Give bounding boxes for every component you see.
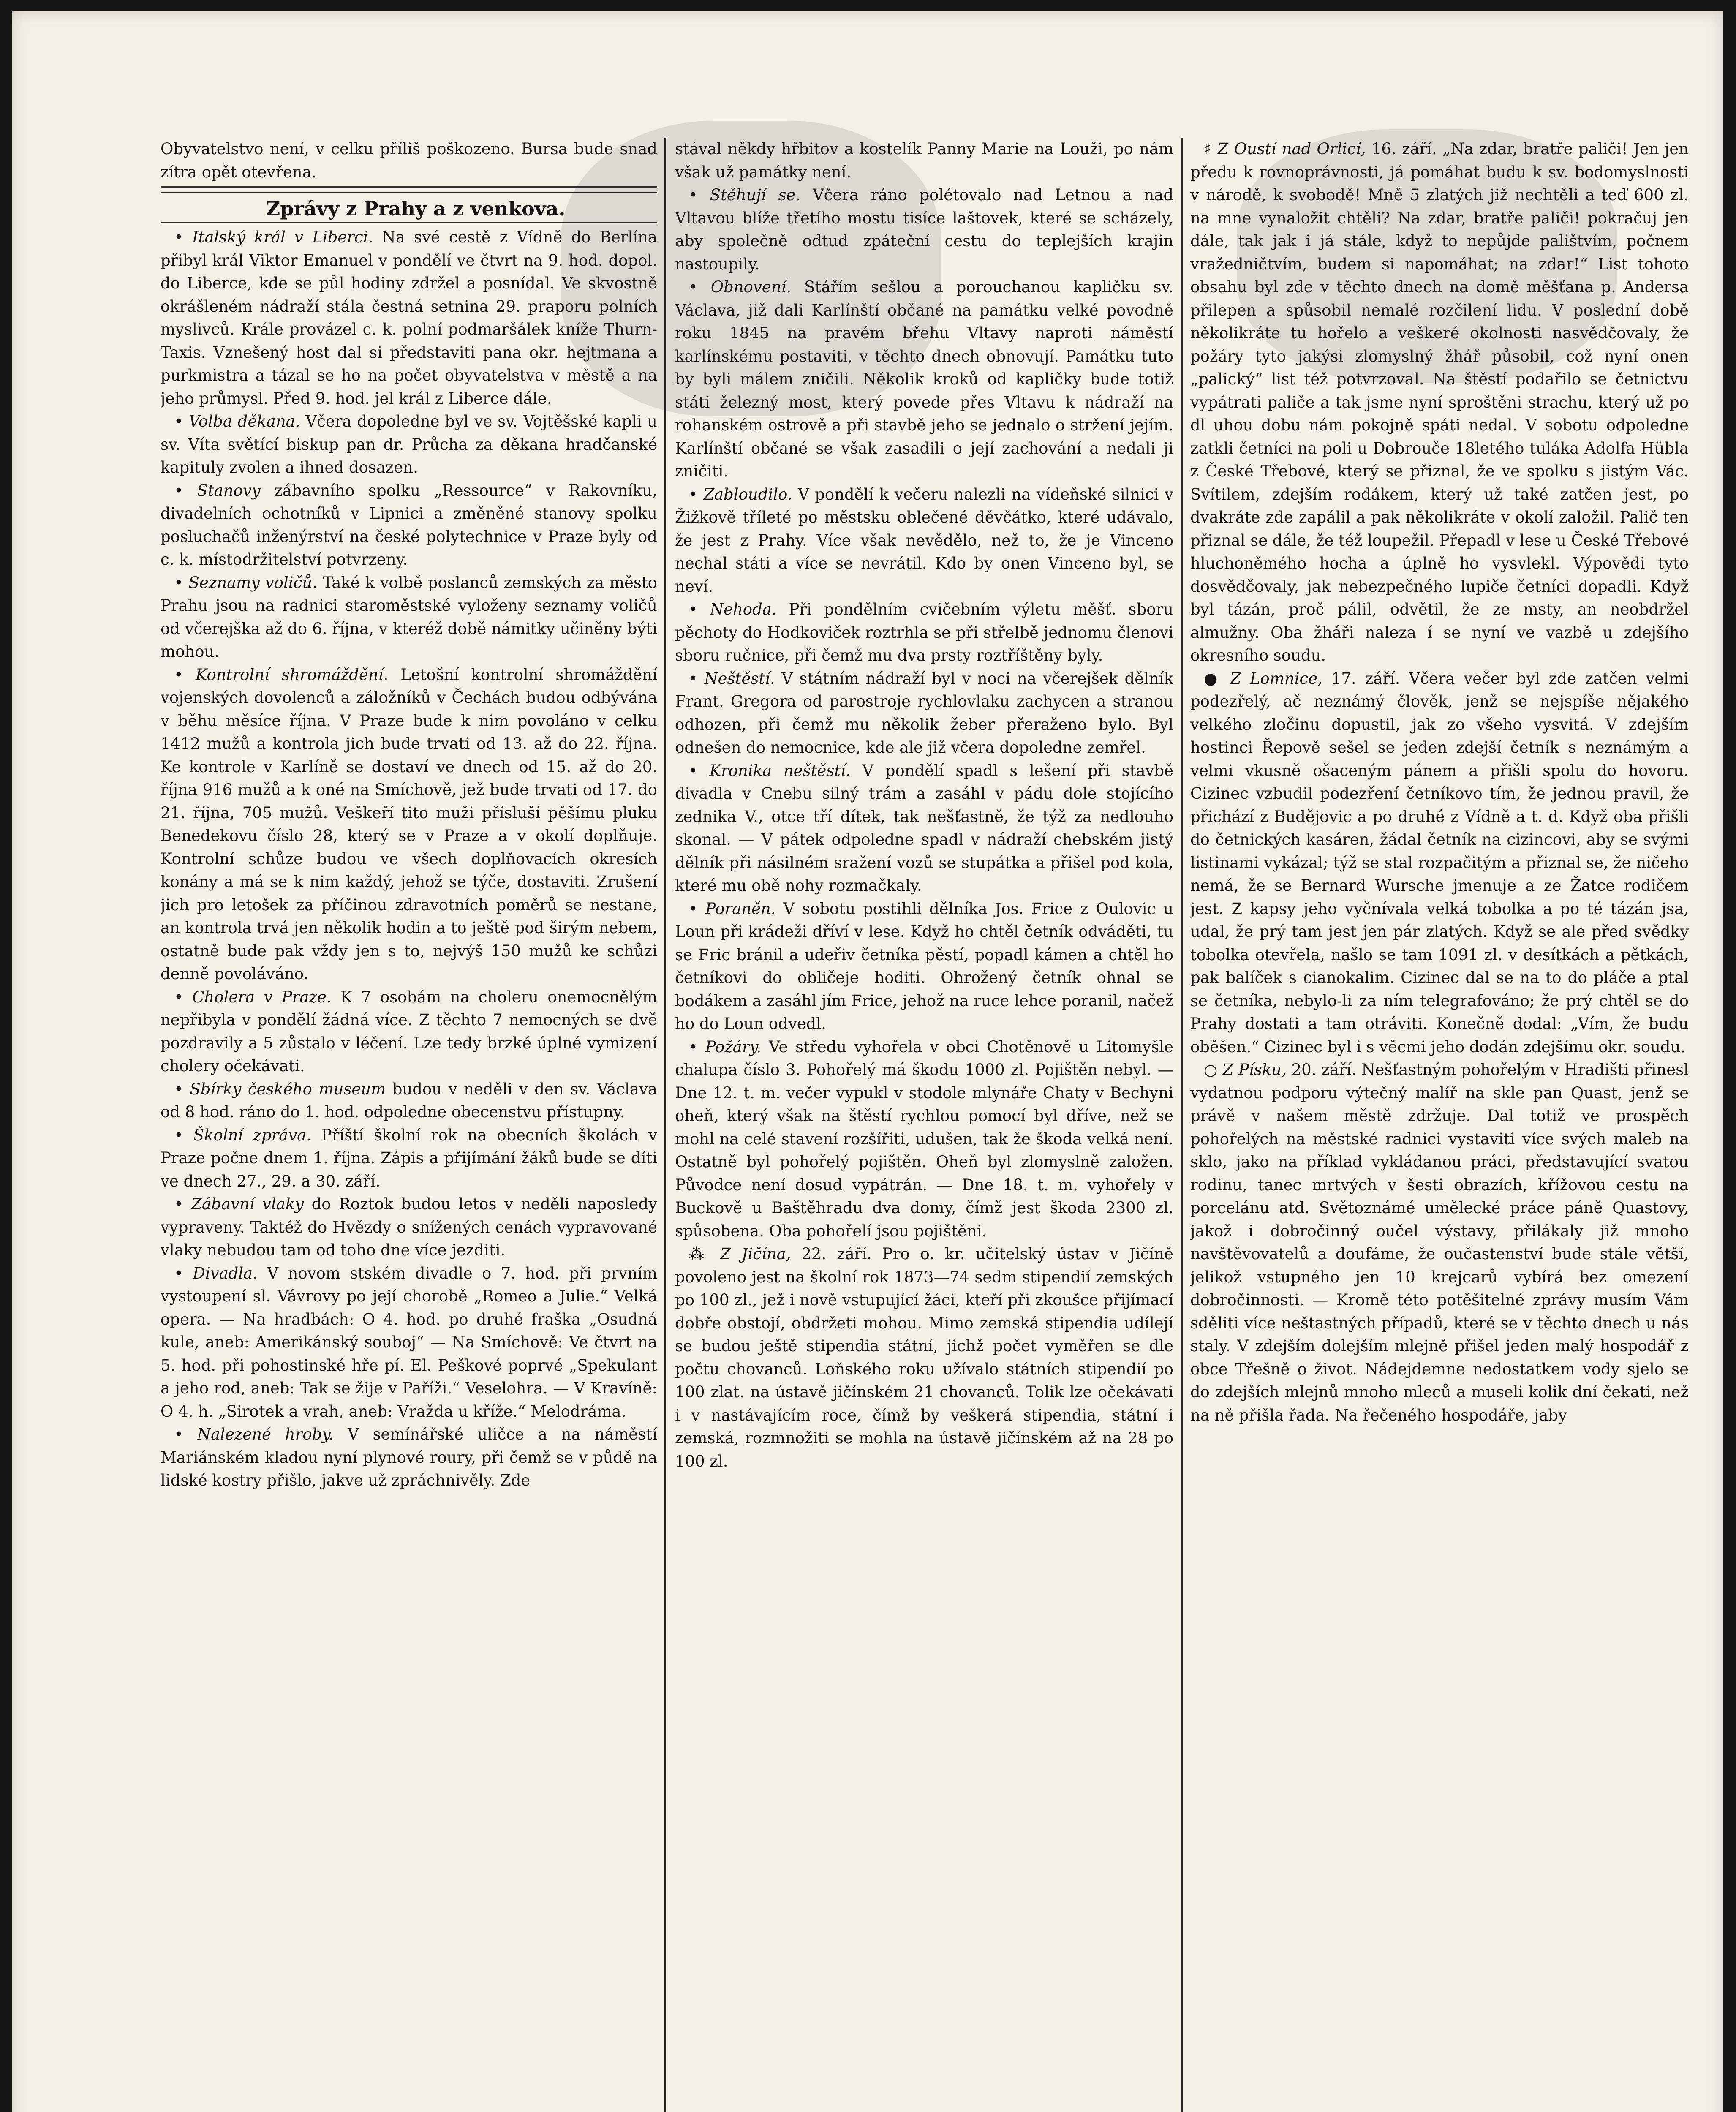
article-body: Stářím sešlou a porouchanou kapličku sv. Václava, již dali Karlínští občané na památku velké povodně roku 1845 na pravém břehu Vltavy naproti náměstí karlínskému postaviti, v těchto dnech obnovují. Památku tuto by byli málem zničili. Několik kroků od kapličky bude totiž státi železný most, který povede přes Vltavu k nádraží na rohanském ostrově a při stavbě jeho se jednalo o stržení jejím. Karlínští občané se však zasadili o její zachování a nedali ji zničiti.	[675, 278, 1173, 480]
article-title: Italský král v Liberci.	[192, 228, 373, 246]
article-title: Požáry.	[705, 1037, 762, 1056]
section-rule	[161, 192, 657, 193]
article-body: V novom stském divadle o 7. hod. při prvním vystoupení sl. Vávrovy po její chorobě „Romeo a Julie.“ Velká opera. — Na hradbách: O 4. hod. po druhé fraška „Osudná kule, aneb: Amerikánský souboj“ — Na Smíchově: Ve čtvrt na 5. hod. při pohostinské hře pí. El. Peškové poprvé „Spekulant a jeho rod, aneb: Tak se žije v Paříži.“ Veselohra. — V Kravíně: O 4. h. „Sirotek a vrah, aneb: Vražda u kříže.“ Melodráma.	[161, 1264, 657, 1421]
article-continued: stával někdy hřbitov a kostelík Panny Marie na Louži, po nám však už památky není.	[675, 140, 1173, 181]
article-body: zábavního spolku „Ressource“ v Rakovníku, divadelních ochotníků v Lipnici a změněné stanovy spolku posluchačů inženýrství na české polytechnice v Praze byly od c. k. místodržitelství potvrzeny.	[161, 481, 657, 569]
article-body: Na své cestě z Vídně do Berlína přibyl král Viktor Emanuel v pondělí ve čtvrt na 9. hod. dopol. do Liberce, kde se půl hodiny zdržel a posnídal. Ve skvostně okrášleném nádraží stála čestná setnina 29. praporu polních myslivců. Krále provázel c. k. polní podmaršálek kníže Thurn-Taxis. Vznešený host dal si představiti pana okr. hejtmana a purkmistra a tázal se ho na počet obyvatelstva v městě a na jeho průmysl. Před 9. hod. jel král z Liberce dále.	[161, 228, 657, 408]
article-title: Seznamy voličů.	[188, 573, 317, 592]
article: • Nalezené hroby. V semínářské uličce a na náměstí Mariánském kladou nyní plynové roury, při čemž se v půdě na lidské kostry přišlo, jakve už zpráchnivěly. Zde	[161, 1425, 657, 1489]
article-date: 16. září.	[1371, 140, 1437, 158]
article-title: Z Lomnice,	[1230, 669, 1322, 688]
article-body: Také k volbě poslanců zemských za město Prahu jsou na radnici staroměstské vyloženy seznamy voličů od včerejška až do 6. října, v kteréž době námitky učiněny býti mohou.	[161, 573, 657, 661]
article-title: Divadla.	[193, 1264, 258, 1282]
article: • Cholera v Praze. K 7 osobám na choleru onemocnělým nepřibyla v pondělí žádná více. Z těchto 7 nemocných se dvě pozdravily a 5 zůstalo v léčení. Lze tedy brzké úplné vymizení cholery očekávati.	[161, 988, 657, 1075]
article-body: V pondělí k večeru nalezli na vídeňské silnici v Žižkově tříleté po městsku oblečené děvčátko, které udávalo, že jest z Prahy. Více však nevědělo, než to, že je Vinceno nechal státi a více se nevrátil. Kdo by onen Vinceno byl, se neví.	[675, 485, 1173, 596]
article-body: Příští školní rok na obecních školách v Praze počne dnem 1. října. Zápis a přijímání žáků bude se díti ve dnech 27., 29. a 30. září.	[161, 1126, 657, 1190]
article: ○ Z Písku, 20. září. Nešťastným pohořelým v Hradišti přinesl vydatnou podporu výtečný malíř na skle pan Quast, jenž se právě v našem městě zdržuje. Dal totiž ve prospěch pohořelých na městské radnici vystaviti více svých maleb na sklo, jako na příklad vykládanou práci, představující svatou rodinu, tanec mrtvých v šesti obrazích, křížovou cestu na porcelánu atd. Světoznámé umělecké práce páně Quastovy, jakož i dobročinný oučel výstavy, přilákaly již mnoho navštěvovatelů a doufáme, že oučastenství bude stále větší, jelikož vstupného jen 10 krejcarů vybírá bez omezení dobročinnosti. — Kromě této potěšitelné zprávy musím Vám sděliti více neštastných případů, které se v těchto dnech u nás staly. V zdejším dolejším mlejně přišel jeden malý hospodář z obce Třešně o život. Nádejdemne nedostatkem vody sjelo se do zdejších mlejnů mnoho mleců a museli kolik dní čekati, než na ně přišla řada. Na řečeného hospodáře, jaby	[1190, 1061, 1689, 1424]
newspaper-page	[12, 11, 1723, 2112]
article-title: Obnovení.	[710, 278, 792, 296]
article-body: V semínářské uličce a na náměstí Mariánském kladou nyní plynové roury, při čemž se v půdě na lidské kostry přišlo, jakve už zpráchnivěly. Zde	[161, 1425, 657, 1489]
article-body: V státním nádraží byl v noci na včerejšek dělník Frant. Gregora od parostroje rychlovlaku zachycen a stranou odhozen, při čemž mu několik žeber přeraženo bylo. Byl odnešen do nemocnice, kde ale již včera dopoledne zemřel.	[675, 669, 1173, 757]
article: • Divadla. V novom stském divadle o 7. hod. při prvním vystoupení sl. Vávrovy po její chorobě „Romeo a Julie.“ Velká opera. — Na hradbách: O 4. hod. po druhé fraška „Osudná kule, aneb: Amerikánský souboj“ — Na Smíchově: Ve čtvrt na 5. hod. při pohostinské hře pí. El. Peškové poprvé „Spekulant a jeho rod, aneb: Tak se žije v Paříži.“ Veselohra. — V Kravíně: O 4. h. „Sirotek a vrah, aneb: Vražda u kříže.“ Melodráma.	[161, 1264, 657, 1421]
column-left	[161, 138, 657, 2112]
article-body: Nešťastným pohořelým v Hradišti přinesl vydatnou podporu výtečný malíř na skle pan Quast, jenž se právě v našem městě zdržuje. Dal totiž ve prospěch pohořelých na městské radnici vystaviti více svých maleb na sklo, jako na příklad vykládanou práci, představující svatou rodinu, tanec mrtvých v šesti obrazích, křížovou cestu na porcelánu atd. Světoznámé umělecké práce páně Quastovy, jakož i dobročinný oučel výstavy, přilákaly již mnoho navštěvovatelů a doufáme, že oučastenství bude stále větší, jelikož vstupného jen 10 krejcarů vybírá bez omezení dobročinnosti. — Kromě této potěšitelné zprávy musím Vám sděliti více neštastných případů, které se v těchto dnech u nás staly. V zdejším dolejším mlejně přišel jeden malý hospodář z obce Třešně o život. Nádejdemne nedostatkem vody sjelo se do zdejších mlejnů mnoho mleců a museli kolik dní čekati, než na ně přišla řada. Na řečeného hospodáře, jaby	[1190, 1061, 1689, 1424]
article: • Nehoda. Při pondělním cvičebním výletu měšť. sboru pěchoty do Hodkoviček roztrhla se při střelbě jednomu členovi sboru ručnice, při čemž mu dva prsty roztříštěny byly.	[675, 600, 1173, 664]
article-title: Volba děkana.	[188, 412, 300, 430]
article-body: Pro o. kr. učitelský ústav v Jičíně povoleno jest na školní rok 1873—74 sedm stipendií zemských po 100 zl., jež i nově vstupující žáci, kteří při zkoušce přijímací dobře obstojí, obdržeti mohou. Mimo zemská stipendia udílejí se budou ještě stipendia státní, jichž počet vyměřen se dle počtu chovanců. Loňského roku užívalo státních stipendií po 100 zlat. na ústavě jičínském 21 chovanců. Tolik lze očekávati i v nastávajícím roce, čímž by veškerá stipendia, státní i zemská, rozmnožiti se mohla na ústavě jičínském až na 28 po 100 zl.	[675, 1245, 1173, 1470]
article: • Volba děkana. Včera dopoledne byl ve sv. Vojtěšské kapli u sv. Víta světící biskup pan dr. Průcha za děkana hradčanské kapituly zvolen a ihned dosazen.	[161, 412, 657, 476]
article: • Sbírky českého museum budou v neděli v den sv. Václava od 8 hod. ráno do 1. hod. odpoledne obecenstvu přístupny.	[161, 1080, 657, 1121]
article-body: Letošní kontrolní shromáždění vojenských dovolenců a záložníků v Čechách budou odbývána v běhu měsíce října. V Praze bude k nim povoláno v celku 1412 mužů a kontrola jich bude trvati od 13. až do 22. října. Ke kontrole v Karlíně se dostaví ve dnech od 15. až do 20. října 916 mužů a k oné na Smíchově, jež bude trvati od 17. do 21. října, 705 mužů. Veškeří tito muži přísluší pěšímu pluku Benedekovu číslo 28, který se v Praze a v okolí doplňuje. Kontrolní schůze budou ve všech doplňovacích okresích konány a má se k nim každý, jehož se týče, dostaviti. Zrušení jich pro letošek za příčinou zdravotních poměrů se nestane, an kontrola trvá jen několik hodin a to ještě pod širým nebem, ostatně bude pak vždy jen s to, nejvýš 150 mužů ke schůzi denně povoláváno.	[161, 665, 657, 983]
section-rule	[161, 222, 657, 223]
article-body: budou v neděli v den sv. Václava od 8 hod. ráno do 1. hod. odpoledne obecenstvu přístupny.	[161, 1080, 657, 1121]
article-title: Kontrolní shromáždění.	[195, 665, 389, 684]
article: • Zabloudilo. V pondělí k večeru nalezli na vídeňské silnici v Žižkově tříleté po městsku oblečené děvčátko, které udávalo, že jest z Prahy. Více však nevědělo, než to, že je Vinceno nechal státi a více se nevrátil. Kdo by onen Vinceno byl, se neví.	[675, 485, 1173, 596]
article-title: Neštěstí.	[704, 669, 775, 688]
article: • Neštěstí. V státním nádraží byl v noci na včerejšek dělník Frant. Gregora od parostroje rychlovlaku zachycen a stranou odhozen, při čemž mu několik žeber přeraženo bylo. Byl odnešen do nemocnice, kde ale již včera dopoledne zemřel.	[675, 669, 1173, 757]
article-body: Při pondělním cvičebním výletu měšť. sboru pěchoty do Hodkoviček roztrhla se při střelbě jednomu členovi sboru ručnice, při čemž mu dva prsty roztříštěny byly.	[675, 600, 1173, 664]
column-right	[1190, 138, 1689, 2112]
article: • Italský král v Liberci. Na své cestě z Vídně do Berlína přibyl král Viktor Emanuel v pondělí ve čtvrt na 9. hod. dopol. do Liberce, kde se půl hodiny zdržel a posnídal. Ve skvostně okrášleném nádraží stála čestná setnina 29. praporu polních myslivců. Krále provázel c. k. polní podmaršálek kníže Thurn-Taxis. Vznešený host dal si představiti pana okr. hejtmana a purkmistra a tázal se ho na počet obyvatelstva v městě a na jeho průmysl. Před 9. hod. jel král z Liberce dále.	[161, 228, 657, 408]
article-title: Z Písku,	[1222, 1061, 1287, 1079]
column-middle	[675, 138, 1173, 2112]
article-title: Zábavní vlaky	[191, 1195, 304, 1213]
article-title: Kronika neštěstí.	[709, 761, 851, 780]
article: • Kontrolní shromáždění. Letošní kontrolní shromáždění vojenských dovolenců a záložníků v Čechách budou odbývána v běhu měsíce října. V Praze bude k nim povoláno v celku 1412 mužů a kontrola jich bude trvati od 13. až do 22. října. Ke kontrole v Karlíně se dostaví ve dnech od 15. až do 20. října 916 mužů a k oné na Smíchově, jež bude trvati od 17. do 21. října, 705 mužů. Veškeří tito muži přísluší pěšímu pluku Benedekovu číslo 28, který se v Praze a v okolí doplňuje. Kontrolní schůze budou ve všech doplňovacích okresích konány a má se k nim každý, jehož se týče, dostaviti. Zrušení jich pro letošek za příčinou zdravotních poměrů se nestane, an kontrola trvá jen několik hodin a to ještě pod širým nebem, ostatně bude pak vždy jen s to, nejvýš 150 mužů ke schůzi denně povoláváno.	[161, 665, 657, 983]
article-title: Stanovy	[197, 481, 261, 500]
article-body: Ve středu vyhořela v obci Chotěnově u Litomyšle chalupa číslo 3. Pohořelý má škodu 1000 zl. Pojištěn nebyl. — Dne 12. t. m. večer vypukl v stodole mlynáře Chaty v Bechyni oheň, který však na štěstí rychlou pomocí byl dříve, než se mohl na celé stavení rozšířiti, udušen, tak že škoda velká není. Ostatně byl pohořelý pojištěn. Oheň byl zlomyslně založen. Původce není dosud vypátrán. — Dne 18. t. m. vyhořely v Buckově u Baštěhradu dva domy, čímž jest škoda 2300 zl. spůsobena. Oba pohořelí jsou pojištěni.	[675, 1037, 1173, 1240]
article-body: V sobotu postihli dělníka Jos. Frice z Oulovic u Loun při krádeži dříví v lese. Když ho chtěl četník odváděti, tu se Fric bránil a udeřiv četníka pěstí, popadl kámen a chtěl ho četníkovi do obličeje hoditi. Ohrožený četník ohnal se bodákem a zasáhl jím Frice, jehož na ruce lehce poranil, načež ho do Loun odvedl.	[675, 899, 1173, 1033]
article: • Požáry. Ve středu vyhořela v obci Chotěnově u Litomyšle chalupa číslo 3. Pohořelý má škodu 1000 zl. Pojištěn nebyl. — Dne 12. t. m. večer vypukl v stodole mlynáře Chaty v Bechyni oheň, který však na štěstí rychlou pomocí byl dříve, než se mohl na celé stavení rozšířiti, udušen, tak že škoda velká není. Ostatně byl pohořelý pojištěn. Oheň byl zlomyslně založen. Původce není dosud vypátrán. — Dne 18. t. m. vyhořely v Buckově u Baštěhradu dva domy, čímž jest škoda 2300 zl. spůsobena. Oba pohořelí jsou pojištěni.	[675, 1037, 1173, 1240]
article-title: Zabloudilo.	[703, 485, 792, 504]
article-body: K 7 osobám na choleru onemocnělým nepřibyla v pondělí žádná více. Z těchto 7 nemocných se dvě pozdravily a 5 zůstalo v léčení. Lze tedy brzké úplné vymizení cholery očekávati.	[161, 988, 657, 1075]
article: ⁂ Z Jičína, 22. září. Pro o. kr. učitelský ústav v Jičíně povoleno jest na školní rok 1873—74 sedm stipendií zemských po 100 zl., jež i nově vstupující žáci, kteří při zkoušce přijímací dobře obstojí, obdržeti mohou. Mimo zemská stipendia udílejí se budou ještě stipendia státní, jichž počet vyměřen se dle počtu chovanců. Loňského roku užívalo státních stipendií po 100 zlat. na ústavě jičínském 21 chovanců. Tolik lze očekávati i v nastávajícím roce, čímž by veškerá stipendia, státní i zemská, rozmnožiti se mohla na ústavě jičínském až na 28 po 100 zl.	[675, 1245, 1173, 1470]
article: ● Z Lomnice, 17. září. Včera večer byl zde zatčen velmi podezřelý, ač neznámý člověk, jenž se nejspíše nějakého velkého zločinu dopustil, jak zo všeho vysvitá. V zdejším hostinci Řepově sešel se jeden zdejší četník s neznámým a velmi vkusně ošaceným pánem a přišli spolu do hovoru. Cizinec vzbudil podezření četníkovo tím, že jednou pravil, že přichází z Budějovic a po druhé z Vídně a t. d. Když oba přišli do četnických kasáren, žádal četník na cizincovi, aby se svými listinami vykázal; týž se stal rozpačitým a přiznal se, že ničeho nemá, že se Bernard Wursche jmenuje a ze Žatce rodičem jest. Z kapsy jeho vyčnívala velká tobolka a po té tázán jsa, udal, že prý tam jest jen pár zlatých. Když se ale před svědky tobolka otevřela, našlo se tam 1091 zl. v desítkách a pětkách, pak balíček s cianokalim. Cizinec dal se na to do pláče a ptal se četníka, nebylo-li za ním telegrafováno; že prý chtěl se do Prahy dostati a tam otráviti. Konečně dodal: „Vím, že budu oběšen.“ Cizinec byl i s věcmi jeho dodán zdejšímu okr. soudu.	[1190, 669, 1689, 1056]
article-title: Školní zpráva.	[193, 1126, 311, 1144]
article: • Školní zpráva. Příští školní rok na obecních školách v Praze počne dnem 1. října. Zápis a přijímání žáků bude se díti ve dnech 27., 29. a 30. září.	[161, 1126, 657, 1190]
article: • Seznamy voličů. Také k volbě poslanců zemských za město Prahu jsou na radnici staroměstské vyloženy seznamy voličů od včerejška až do 6. října, v kteréž době námitky učiněny býti mohou.	[161, 573, 657, 661]
article: • Zábavní vlaky do Roztok budou letos v neděli naposledy vypraveny. Taktéž do Hvězdy o snížených cenách vypravované vlaky nebudou tam od toho dne více jezditi.	[161, 1195, 657, 1259]
article-date: 20. září.	[1291, 1061, 1357, 1079]
article-body: Včera ráno polétovalo nad Letnou a nad Vltavou blíže třetího mostu tisíce laštovek, které se scházely, aby společně odtud zpáteční cestu do teplejších krajin nastoupily.	[675, 186, 1173, 273]
article-body: do Roztok budou letos v neděli naposledy vypraveny. Taktéž do Hvězdy o snížených cenách vypravované vlaky nebudou tam od toho dne více jezditi.	[161, 1195, 657, 1259]
article-title: Z Oustí nad Orlicí,	[1217, 140, 1366, 158]
article: ♯ Z Oustí nad Orlicí, 16. září. „Na zdar, bratře paliči! Jen jen předu k rovnoprávnosti, já pomáhat budu k sv. bodomyslnosti v národě, k svobodě! Mně 5 zlatých již nechtěli a teď 600 zl. na mne vynaložit chtěli? Na zdar, bratře paliči! pokračuj jen dále, tak jak i já stále, když to nepůjde palištvím, počnem vražedničtvím, budem si napomáhat; na zdar!“ List tohoto obsahu byl zde v těchto dnech na domě měšťana p. Andersa přilepen a spůsobil nemalé rozčilení lidu. V poslední době několikráte tu hořelo a veškeré okolnosti nasvědčovaly, že požáry tyto jakýsi zlomyslný žhář působil, což nyní onen „palický“ list též potvrzoval. Na štěstí podařilo se četnictvu vypátrati paliče a tak jsme nyní sproštěni strachu, který už po dl uhou dobu nám pokojně spáti nedal. V sobotu odpoledne zatkli četníci na poli u Dobrouče 18letého tuláka Adolfa Hübla z České Třebové, který se přiznal, že ve spolku s jistým Vác. Svítilem, zdejším rodákem, který už také zatčen jest, po dvakráte zde zapálil a pak několikráte v okolí založil. Palič ten přiznal se dále, že též loupežil. Přepadl v lese u České Třebové hluchoněmého hocha a úplně ho vysvlekl. Výpovědi tyto dosvědčovaly, jak nebezpečného lupiče četníci dopadli. Když byl tázán, proč pálil, odvětil, že ze msty, an neobdržel almužny. Oba žháři naleza í se nyní ve vazbě u zdejšího okresního soudu.	[1190, 140, 1689, 664]
article-title: Sbírky českého museum	[190, 1080, 386, 1098]
article: • Obnovení. Stářím sešlou a porouchanou kapličku sv. Václava, již dali Karlínští občané na památku velké povodně roku 1845 na pravém břehu Vltavy naproti náměstí karlínskému postaviti, v těchto dnech obnovují. Památku tuto by byli málem zničili. Několik kroků od kapličky bude totiž státi železný most, který povede přes Vltavu k nádraží na rohanském ostrově a při stavbě jeho se jednalo o stržení jejím. Karlínští občané se však zasadili o její zachování a nedali ji zničiti.	[675, 278, 1173, 480]
article: • Poraněn. V sobotu postihli dělníka Jos. Frice z Oulovic u Loun při krádeži dříví v lese. Když ho chtěl četník odváděti, tu se Fric bránil a udeřiv četníka pěstí, popadl kámen a chtěl ho četníkovi do obličeje hoditi. Ohrožený četník ohnal se bodákem a zasáhl jím Frice, jehož na ruce lehce poranil, načež ho do Loun odvedl.	[675, 899, 1173, 1033]
article-title: Poraněn.	[705, 899, 776, 918]
section-rule	[161, 186, 657, 188]
column-rule	[1181, 138, 1183, 2112]
article-date: 22. září.	[801, 1245, 872, 1263]
article-title: Stěhují se.	[710, 186, 801, 204]
article-body: Včera večer byl zde zatčen velmi podezřelý, ač neznámý člověk, jenž se nejspíše nějakého velkého zločinu dopustil, jak zo všeho vysvitá. V zdejším hostinci Řepově sešel se jeden zdejší četník s neznámým a velmi vkusně ošaceným pánem a přišli spolu do hovoru. Cizinec vzbudil podezření četníkovo tím, že jednou pravil, že přichází z Budějovic a po druhé z Vídně a t. d. Když oba přišli do četnických kasáren, žádal četník na cizincovi, aby se svými listinami vykázal; týž se stal rozpačitým a přiznal se, že ničeho nemá, že se Bernard Wursche jmenuje a ze Žatce rodičem jest. Z kapsy jeho vyčnívala velká tobolka a po té tázán jsa, udal, že prý tam jest jen pár zlatých. Když se ale před svědky tobolka otevřela, našlo se tam 1091 zl. v desítkách a pětkách, pak balíček s cianokalim. Cizinec dal se na to do pláče a ptal se četníka, nebylo-li za ním telegrafováno; že prý chtěl se do Prahy dostati a tam otráviti. Konečně dodal: „Vím, že budu oběšen.“ Cizinec byl i s věcmi jeho dodán zdejšímu okr. soudu.	[1190, 669, 1689, 1056]
article-title: Nalezené hroby.	[197, 1425, 334, 1443]
article-body: Včera dopoledne byl ve sv. Vojtěšské kapli u sv. Víta světící biskup pan dr. Průcha za děkana hradčanské kapituly zvolen a ihned dosazen.	[161, 412, 657, 476]
article: • Kronika neštěstí. V pondělí spadl s lešení při stavbě divadla v Cnebu silný trám a zasáhl v pádu dole stojícího zednika V., otce tří dítek, tak nešťastně, že týž za nedlouho skonal. — V pátek odpoledne spadl v nádraží chebském jistý dělník při násilném sražení vozů se stupátka a přišel pod kola, které mu obě nohy rozmačkaly.	[675, 761, 1173, 895]
article-title: Nehoda.	[710, 600, 777, 618]
article-date: 17. září.	[1331, 669, 1400, 688]
intro-text: Obyvatelstvo není, v celku příliš poškozeno. Bursa bude snad zítra opět otevřena.	[161, 140, 657, 181]
article-title: Z Jičína,	[720, 1245, 791, 1263]
article-body: „Na zdar, bratře paliči! Jen jen předu k rovnoprávnosti, já pomáhat budu k sv. bodomyslnosti v národě, k svobodě! Mně 5 zlatých již nechtěli a teď 600 zl. na mne vynaložit chtěli? Na zdar, bratře paliči! pokračuj jen dále, tak jak i já stále, když to nepůjde palištvím, počnem vražedničtvím, budem si napomáhat; na zdar!“ List tohoto obsahu byl zde v těchto dnech na domě měšťana p. Andersa přilepen a spůsobil nemalé rozčilení lidu. V poslední době několikráte tu hořelo a veškeré okolnosti nasvědčovaly, že požáry tyto jakýsi zlomyslný žhář působil, což nyní onen „palický“ list též potvrzoval. Na štěstí podařilo se četnictvu vypátrati paliče a tak jsme nyní sproštěni strachu, který už po dl uhou dobu nám pokojně spáti nedal. V sobotu odpoledne zatkli četníci na poli u Dobrouče 18letého tuláka Adolfa Hübla z České Třebové, který se přiznal, že ve spolku s jistým Vác. Svítilem, zdejším rodákem, který už také zatčen jest, po dvakráte zde zapálil a pak několikráte v okolí založil. Palič ten přiznal se dále, že též loupežil. Přepadl v lese u České Třebové hluchoněmého hocha a úplně ho vysvlekl. Výpovědi tyto dosvědčovaly, jak nebezpečného lupiče četníci dopadli. Když byl tázán, proč pálil, odvětil, že ze msty, an neobdržel almužny. Oba žháři naleza í se nyní ve vazbě u zdejšího okresního soudu.	[1190, 140, 1689, 664]
section-heading: Zprávy z Prahy a z venkova.	[266, 197, 566, 220]
article-title: Cholera v Praze.	[192, 988, 332, 1006]
article: • Stanovy zábavního spolku „Ressource“ v Rakovníku, divadelních ochotníků v Lipnici a změněné stanovy spolku posluchačů inženýrství na české polytechnice v Praze byly od c. k. místodržitelství potvrzeny.	[161, 481, 657, 569]
article-body: V pondělí spadl s lešení při stavbě divadla v Cnebu silný trám a zasáhl v pádu dole stojícího zednika V., otce tří dítek, tak nešťastně, že týž za nedlouho skonal. — V pátek odpoledne spadl v nádraží chebském jistý dělník při násilném sražení vozů se stupátka a přišel pod kola, které mu obě nohy rozmačkaly.	[675, 761, 1173, 895]
article: • Stěhují se. Včera ráno polétovalo nad Letnou a nad Vltavou blíže třetího mostu tisíce laštovek, které se scházely, aby společně odtud zpáteční cestu do teplejších krajin nastoupily.	[675, 186, 1173, 273]
column-rule	[664, 138, 666, 2112]
